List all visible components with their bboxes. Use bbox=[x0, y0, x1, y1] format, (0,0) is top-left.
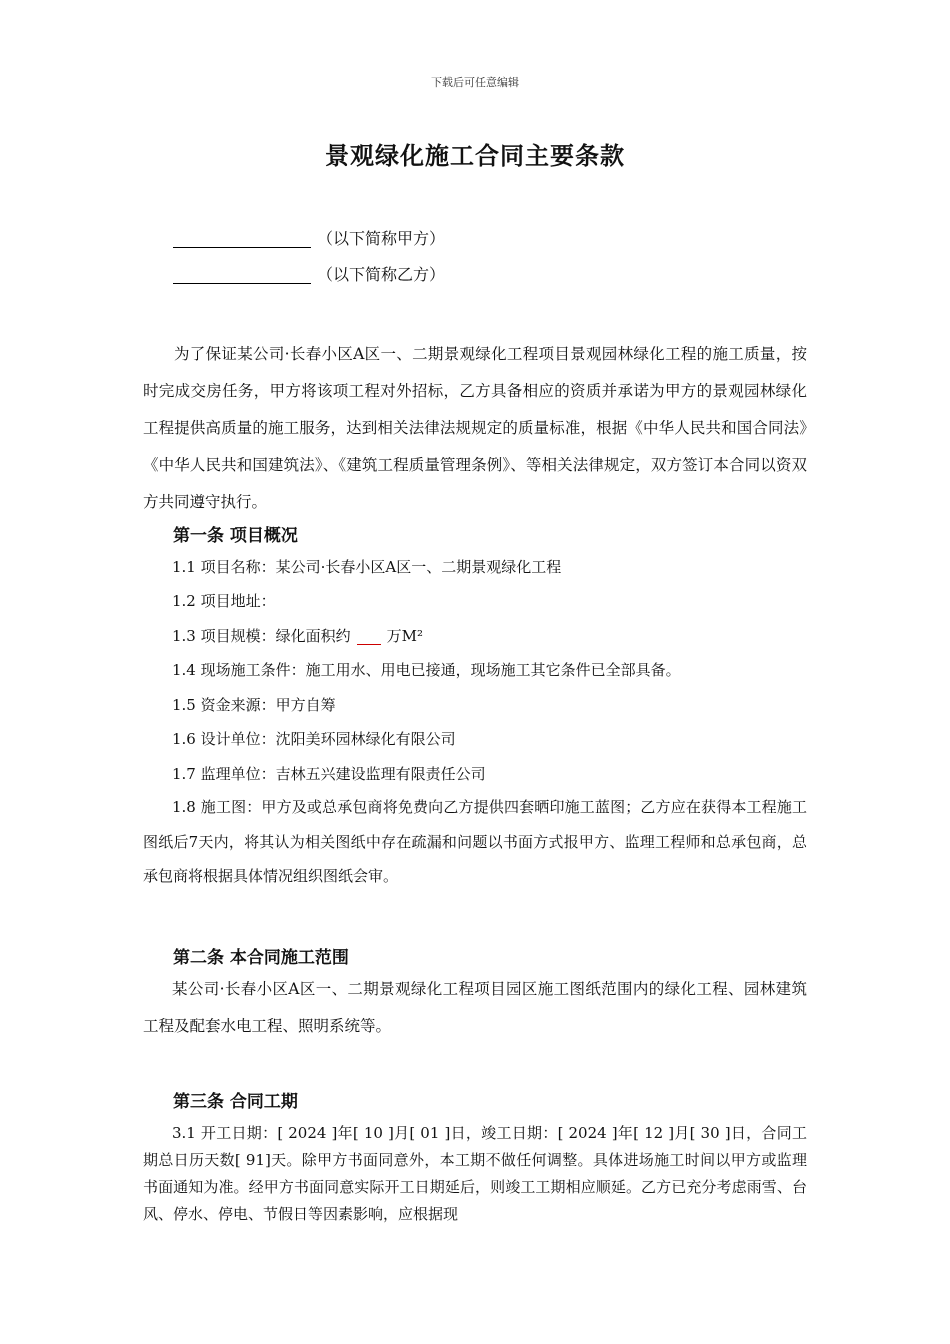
section1-item-7: 1.7 监理单位：吉林五兴建设监理有限责任公司 bbox=[172, 765, 486, 783]
section1-item-3 bbox=[172, 624, 423, 648]
section1-item-5: 1.5 资金来源：甲方自筹 bbox=[172, 696, 336, 714]
section1-item-8: 1.8 施工图：甲方及或总承包商将免费向乙方提供四套晒印施工蓝图；乙方应在获得本工程施工图纸后7天内，将其认为相关图纸中存在疏漏和问题以书面方式报甲方、监理工程师和总承包商，总承包商将根据具体情况组织图纸会审。 bbox=[143, 798, 807, 885]
section2-text: 某公司·长春小区A区一、二期景观绿化工程项目园区施工图纸范围内的绿化工程、园林建筑工程及配套水电工程、照明系统等。 bbox=[143, 980, 807, 1035]
header-note: 下载后可任意编辑 bbox=[431, 76, 519, 89]
party-b-line bbox=[173, 263, 445, 287]
section3-text: 3.1 开工日期：[ 2024 ]年[ 10 ]月[ 01 ]日，竣工日期：[ 2024 ]年[ 12 ]月[ 30 ]日，合同工期总日历天数[ 91]天。除甲方书面同意外，本工期不做任何调整。具体进场施工时间以甲方或监理书面通知为准。经甲方书面同意实际开工日期延后，则竣工工期相应顺延。乙方已充分考虑雨雪、台风、停水、停电、节假日等因素影响，应根据现 bbox=[143, 1124, 807, 1223]
section1-item-3-text: 1.3 项目规模：绿化面积约 bbox=[172, 627, 351, 645]
area-unit: 万M² bbox=[386, 627, 423, 645]
party-b-label: （以下简称乙方） bbox=[317, 265, 446, 284]
party-a-label: （以下简称甲方） bbox=[317, 229, 446, 248]
section1-item-2: 1.2 项目地址： bbox=[172, 592, 276, 610]
party-b-blank bbox=[173, 267, 311, 284]
section3-heading: 第三条 合同工期 bbox=[173, 1092, 298, 1112]
party-a-line bbox=[173, 227, 445, 251]
area-blank bbox=[357, 630, 381, 645]
section1-heading: 第一条 项目概况 bbox=[173, 526, 298, 546]
document-title: 景观绿化施工合同主要条款 bbox=[325, 142, 625, 170]
intro-paragraph: 为了保证某公司·长春小区A区一、二期景观绿化工程项目景观园林绿化工程的施工质量，按时完成交房任务，甲方将该项工程对外招标，乙方具备相应的资质并承诺为甲方的景观园林绿化工程提供高质量的施工服务，达到相关法律法规规定的质量标准，根据《中华人民共和国合同法》《中华人民共和国建筑法》、《建筑工程质量管理条例》、等相关法律规定，双方签订本合同以资双方共同遵守执行。 bbox=[143, 345, 807, 511]
section1-item-1: 1.1 项目名称：某公司·长春小区A区一、二期景观绿化工程 bbox=[172, 558, 562, 576]
section1-item-4: 1.4 现场施工条件：施工用水、用电已接通，现场施工其它条件已全部具备。 bbox=[172, 661, 681, 679]
party-a-blank bbox=[173, 231, 311, 248]
section2-heading: 第二条 本合同施工范围 bbox=[173, 948, 349, 968]
section1-item-6: 1.6 设计单位：沈阳美环园林绿化有限公司 bbox=[172, 730, 456, 748]
